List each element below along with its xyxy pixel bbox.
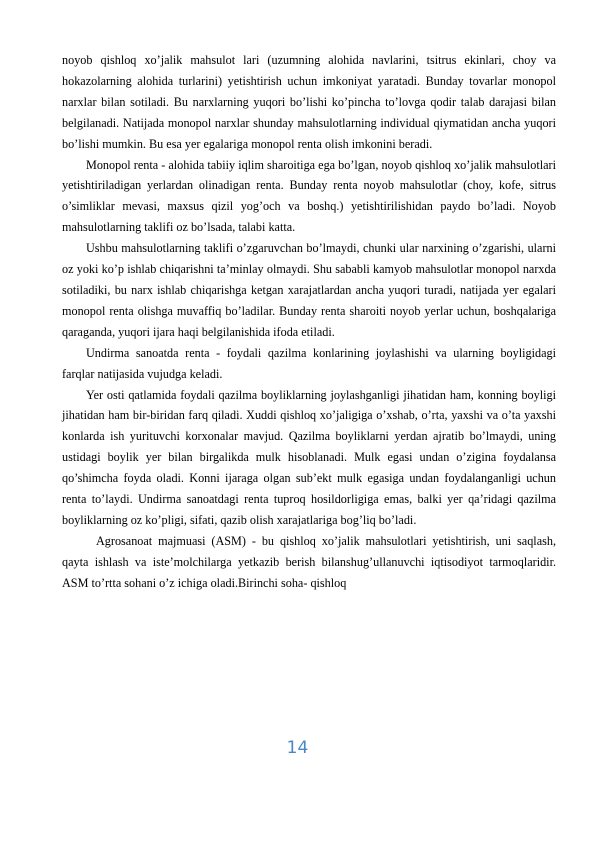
paragraph-undirma-sanoat: Undirma sanoatda renta - foydali qazilma konlarining joylashishi va ularning boyligidagi farqlar natijasida vujudga keladi.	[62, 345, 556, 381]
body-text	[62, 50, 556, 594]
paragraph-agrosanoat: Agrosanoat majmuasi (ASM) - bu qishloq xo’jalik mahsulotlari yetishtirish, uni saqlash, qayta ishlash va iste’molchilarga yetkazib berish bilanshug’ullanuvchi iqtisodiyot tarmoqlaridir. ASM to’rtta sohani o’z ichiga oladi.Birinchi soha- qishloq	[62, 533, 556, 590]
paragraph-continuation: noyob qishloq xo’jalik mahsulot lari (uzumning alohida navlarini, tsitrus ekinlari, choy va hokazolarning alohida turlarini) yetishtirish uchun imkoniyat yaratadi. Bunday tovarlar monopol narxlar bilan sotiladi. Bu narxlarning yuqori bo’lishi ko’pincha to’lovga qodir talab darajasi bilan belgilanadi. Natijada monopol narxlar shunday mahsulotlarning individual qiymatidan ancha yuqori bo’lishi mumkin. Bu esa yer egalariga monopol renta olish imkonini beradi.	[62, 53, 556, 151]
paragraph-yer-osti: Yer osti qatlamida foydali qazilma boyliklarning joylashganligi jihatidan ham, konning boyligi jihatidan ham bir-biridan farq qiladi. Xuddi qishloq xo’jaligiga o’xshab, o’rta, yaxshi va o’ta yaxshi konlarda ish yurituvchi korxonalar mavjud. Qazilma boyliklarni yerdan ajratib bo’lmaydi, uning ustidagi boylik yer bilan birgalikda mulk hisoblanadi. Mulk egasi undan o’zigina foydalansa qo’shimcha foyda oladi. Konni ijaraga olgan sub’ekt mulk egasiga undan foydalanganligi uchun renta to’laydi. Undirma sanoatdagi renta tuproq hosildorligiga emas, balki yer qa’ridagi qazilma boyliklarning oz ko’pligi, sifati, qazib olish xarajatlariga bog’liq bo’ladi.	[62, 387, 556, 527]
paragraph-monopol-renta: Monopol renta - alohida tabiiy iqlim sharoitiga ega bo’lgan, noyob qishloq xo’jalik mahsulotlari yetishtiriladigan yerlardan olinadigan renta. Bunday renta noyob mahsulotlar (choy, kofe, sitrus o’simliklar mevasi, maxsus qizil yog’och va boshq.) yetishtirilishidan paydo bo’ladi. Noyob mahsulotlarning taklifi oz bo’lsada, talabi katta.	[62, 157, 556, 235]
paragraph-supply: Ushbu mahsulotlarning taklifi o’zgaruvchan bo’lmaydi, chunki ular narxining o’zgarishi, ularni oz yoki ko’p ishlab chiqarishni ta’minlay olmaydi. Shu sababli kamyob mahsulotlar monopol narxda sotiladiki, bu narx ishlab chiqarishga ketgan xarajatlardan ancha yuqori turadi, natijada yer egalari monopol renta olishga muvaffiq bo’ladilar. Bunday renta sharoiti noyob yerlar uchun, boshqalariga qaraganda, yuqori ijara haqi belgilanishida ifoda etiladi.	[62, 241, 556, 339]
page-number: 14	[286, 738, 309, 758]
